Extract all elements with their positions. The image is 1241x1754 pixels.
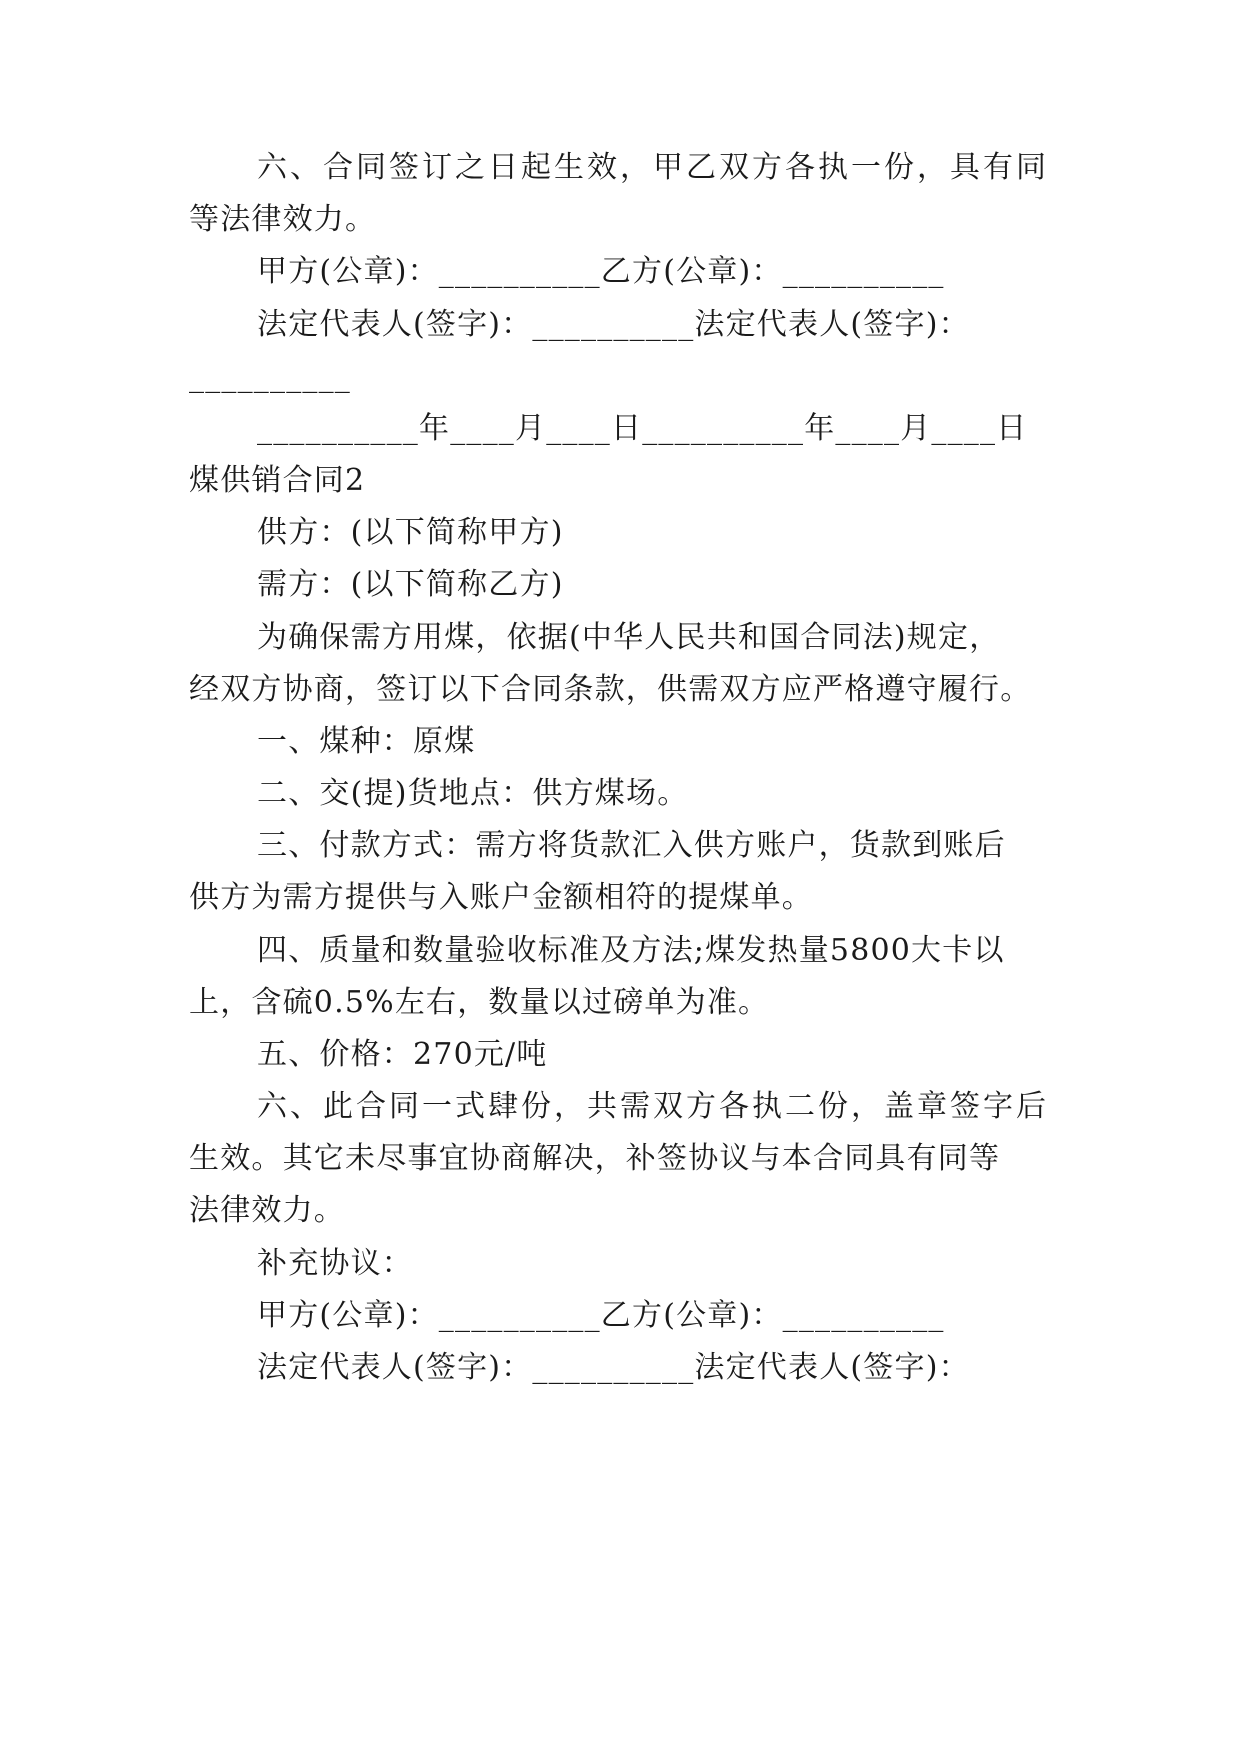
supplement-heading: 补充协议： (257, 1246, 413, 1281)
clause-payment-cont: 供方为需方提供与入账户金额相符的提煤单。 (189, 880, 813, 915)
clause-payment: 三、付款方式：需方将货款汇入供方账户，货款到账后 (257, 828, 1006, 863)
clause-coal-type: 一、煤种：原煤 (257, 724, 476, 759)
clause-price: 五、价格：270元/吨 (257, 1037, 548, 1072)
clause-copies-cont: 法律效力。 (189, 1193, 345, 1228)
paragraph-text: 六、合同签订之日起生效，甲乙双方各执一份，具有同 (257, 150, 1049, 185)
paragraph-text: 经双方协商，签订以下合同条款，供需双方应严格遵守履行。 (189, 672, 1032, 707)
signature-line-seal: 甲方(公章)：__________乙方(公章)：__________ (257, 254, 945, 289)
signature-line-representative: 法定代表人(签字)：__________法定代表人(签字)： (257, 307, 970, 342)
paragraph-text: 为确保需方用煤，依据(中华人民共和国合同法)规定， (257, 620, 1001, 655)
paragraph-text: 等法律效力。 (189, 202, 377, 237)
clause-quality: 四、质量和数量验收标准及方法;煤发热量5800大卡以 (257, 933, 1005, 968)
clause-delivery-place: 二、交(提)货地点：供方煤场。 (257, 776, 689, 811)
clause-quality-cont: 上，含硫0.5%左右，数量以过磅单为准。 (189, 985, 770, 1020)
clause-copies: 六、此合同一式肆份，共需双方各执二份，盖章签字后 (257, 1089, 1049, 1124)
signature-blank: __________ (189, 359, 351, 394)
supplier-line: 供方：(以下简称甲方) (257, 515, 564, 550)
clause-copies-cont: 生效。其它未尽事宜协商解决，补签协议与本合同具有同等 (189, 1141, 1001, 1176)
signature-line-seal: 甲方(公章)：__________乙方(公章)：__________ (257, 1298, 945, 1333)
buyer-line: 需方：(以下简称乙方) (257, 567, 564, 602)
signature-line-representative: 法定代表人(签字)：__________法定代表人(签字)： (257, 1350, 970, 1385)
section-title: 煤供销合同2 (189, 463, 366, 498)
date-line: __________年____月____日__________年____月____日 (257, 411, 1028, 446)
